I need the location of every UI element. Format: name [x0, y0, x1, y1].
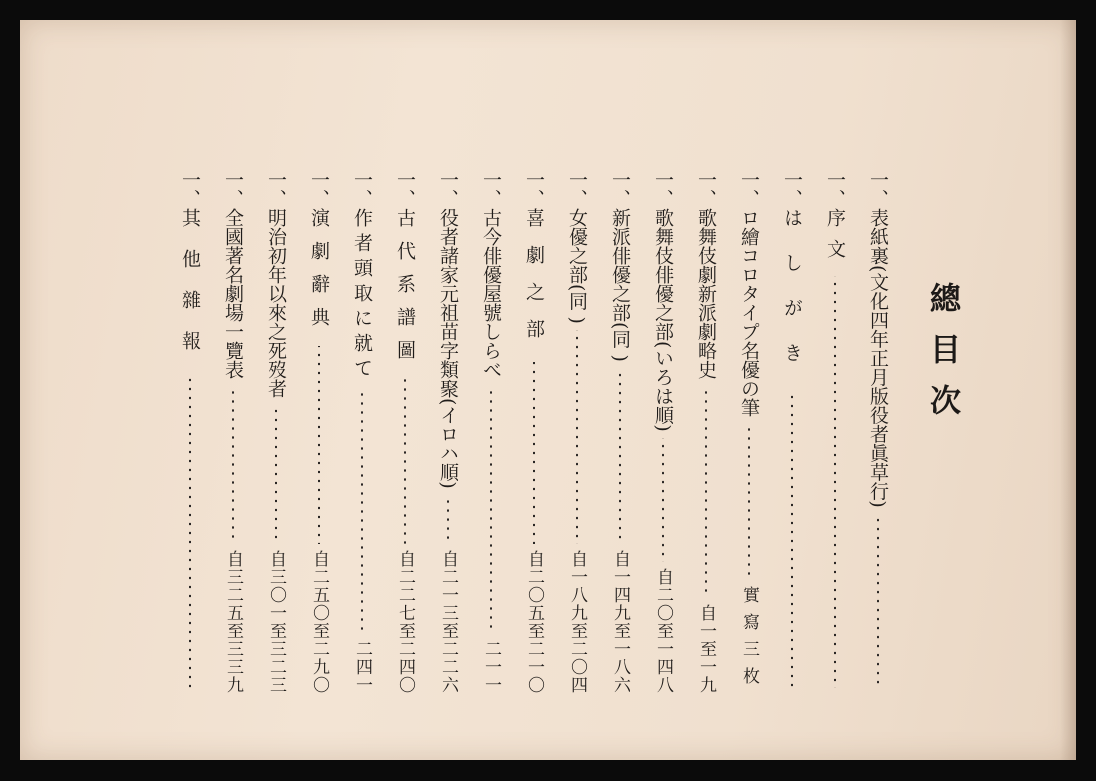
entry-title: 役者諸家元祖苗字類聚(イロハ順)	[437, 208, 459, 489]
entry-bullet: 一、	[308, 170, 330, 208]
entry-bullet: 一、	[351, 170, 373, 208]
toc-entry	[686, 170, 726, 694]
toc-entry	[600, 170, 640, 694]
entry-title: 歌舞伎俳優之部(いろは順)	[652, 208, 674, 432]
dot-leader	[748, 423, 750, 580]
dot-leader	[275, 404, 277, 544]
entry-title: はしがき	[781, 208, 803, 388]
entry-title: 表紙裏(文化四年正月版役者眞草行)	[867, 208, 889, 508]
entry-title: 新派俳優之部(同 )	[609, 208, 631, 362]
dot-leader	[404, 379, 406, 544]
dot-leader	[318, 346, 320, 544]
entry-title: 全國著名劇場一覽表	[222, 208, 244, 379]
entry-bullet: 一、	[222, 170, 244, 208]
toc-entry	[299, 170, 339, 694]
entry-title: 古今俳優屋號しらべ	[480, 208, 502, 379]
toc-entry	[385, 170, 425, 694]
entry-page: 自二〇五至二一〇	[524, 550, 544, 694]
entry-title: 女優之部(同 )	[566, 208, 588, 324]
entry-page: 自一八九至二〇四	[567, 550, 587, 694]
entry-page: 自一至一九	[696, 604, 716, 694]
entry-page: 自三〇一至三二三	[266, 550, 286, 694]
toc-entry	[170, 170, 210, 694]
entry-bullet: 一、	[738, 170, 760, 208]
entry-bullet: 一、	[652, 170, 674, 208]
toc-entry	[557, 170, 597, 694]
entry-bullet: 一、	[781, 170, 803, 208]
dot-leader	[232, 385, 234, 544]
entry-page: 二一一	[481, 640, 501, 694]
dot-leader	[361, 389, 363, 634]
entry-page: 自一四九至一八六	[610, 550, 630, 694]
entry-title: 歌舞伎劇新派劇略史	[695, 208, 717, 379]
toc-entry	[428, 170, 468, 694]
dot-leader	[447, 495, 449, 544]
entry-title: 作者頭取に就て	[351, 208, 373, 383]
toc-entry	[643, 170, 683, 694]
entry-bullet: 一、	[867, 170, 889, 208]
entry-page: 自三二五至三三九	[223, 550, 243, 694]
toc-entry	[815, 170, 855, 694]
entry-bullet: 一、	[179, 170, 201, 208]
entry-title: 古代系譜圖	[394, 208, 416, 373]
toc-entry	[342, 170, 382, 694]
entry-bullet: 一、	[824, 170, 846, 208]
toc-entry	[213, 170, 253, 694]
entry-title: ロ繪コロタイプ名優の筆	[738, 208, 760, 417]
toc-entry	[471, 170, 511, 694]
entry-title: 演劇辭典	[308, 208, 330, 340]
entry-title: 明治初年以來之死歿者	[265, 208, 287, 398]
entry-bullet: 一、	[609, 170, 631, 208]
dot-leader	[490, 385, 492, 634]
dot-leader	[662, 438, 664, 562]
entry-page: 自二二七至二四〇	[395, 550, 415, 694]
toc-entry	[514, 170, 554, 694]
entry-page: 二四一	[352, 640, 372, 694]
dot-leader	[576, 330, 578, 544]
page-title: 總目次	[924, 282, 960, 435]
entry-bullet: 一、	[437, 170, 459, 208]
toc-entry	[772, 170, 812, 694]
entry-title: 喜劇之部	[523, 208, 545, 356]
toc-entry	[256, 170, 296, 694]
dot-leader	[533, 362, 535, 544]
dot-leader	[619, 368, 621, 544]
dot-leader	[877, 514, 879, 688]
toc-entry	[858, 170, 898, 694]
entry-bullet: 一、	[523, 170, 545, 208]
entry-bullet: 一、	[480, 170, 502, 208]
entry-title: 其他雜報	[179, 208, 201, 372]
toc-entry	[729, 170, 769, 694]
dot-leader	[834, 276, 836, 688]
entry-bullet: 一、	[394, 170, 416, 208]
dot-leader	[189, 378, 191, 688]
entry-bullet: 一、	[265, 170, 287, 208]
dot-leader	[791, 394, 793, 688]
entry-page: 實寫三枚	[739, 586, 759, 694]
book-page	[20, 20, 1076, 760]
entry-bullet: 一、	[566, 170, 588, 208]
entry-page: 自二一三至二二六	[438, 550, 458, 694]
dot-leader	[705, 385, 707, 598]
entry-title: 序文	[824, 208, 846, 270]
entry-page: 自二五〇至二九〇	[309, 550, 329, 694]
entry-page: 自二〇至一四八	[653, 568, 673, 694]
entry-bullet: 一、	[695, 170, 717, 208]
